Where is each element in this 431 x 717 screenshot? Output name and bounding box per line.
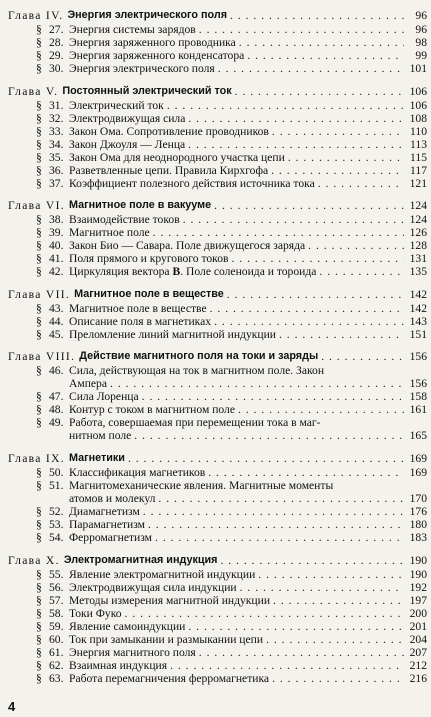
dot-leader — [214, 315, 404, 328]
page-ref: 106 — [409, 84, 427, 98]
section-entry[interactable] — [8, 620, 427, 633]
section-title: Магнитомеханические явления. Магнитные моменты — [69, 478, 334, 492]
section-entry[interactable] — [8, 518, 427, 531]
section-number: 29. — [49, 49, 64, 62]
page-ref: 183 — [409, 530, 427, 544]
page-ref: 121 — [409, 176, 427, 190]
chapter-label: Глава V. — [8, 84, 59, 98]
dot-leader — [235, 85, 404, 98]
page-ref: 180 — [409, 517, 427, 531]
dot-leader — [188, 138, 404, 151]
dot-leader — [143, 505, 404, 518]
dot-leader — [210, 302, 404, 315]
page-ref: 192 — [409, 580, 427, 594]
section-number: 28. — [49, 36, 64, 49]
page-ref: 124 — [409, 213, 427, 227]
page-ref: 108 — [409, 111, 427, 125]
section-number: 34. — [49, 137, 64, 151]
chapter-block — [8, 288, 427, 341]
section-entry[interactable] — [8, 315, 427, 328]
section-sign: § — [36, 530, 42, 544]
section-number: 46. — [49, 364, 64, 378]
section-number: 49. — [49, 416, 64, 430]
section-title: Энергия системы зарядов — [69, 23, 196, 36]
chapter-heading[interactable] — [8, 288, 427, 301]
section-number: 42. — [49, 265, 64, 279]
section-title: Взаимная индукция — [69, 658, 168, 672]
section-title: Методы измерения магнитной индукции — [69, 593, 271, 607]
chapter-block — [8, 554, 427, 685]
page-ref: 142 — [409, 287, 427, 301]
dot-leader — [214, 199, 404, 212]
section-entry[interactable] — [8, 581, 427, 594]
section-entry[interactable] — [8, 390, 427, 403]
section-number: 27. — [49, 23, 64, 36]
section-title-continuation: Ампера — [69, 377, 108, 391]
page-ref: 204 — [409, 632, 427, 646]
section-sign: § — [36, 606, 42, 620]
page-ref: 176 — [409, 504, 427, 518]
section-sign: § — [36, 49, 42, 62]
section-title: Закон Джоуля — Ленца — [69, 137, 186, 151]
section-sign: § — [36, 567, 42, 581]
section-sign: § — [36, 645, 42, 659]
chapter-heading[interactable] — [8, 199, 427, 212]
page-ref: 156 — [409, 350, 427, 364]
section-title: Контур с током в магнитном поле — [69, 403, 235, 417]
dot-leader — [231, 252, 404, 265]
section-title: Преломление линий магнитной индукции — [69, 327, 276, 341]
page-ref: 212 — [409, 658, 427, 672]
chapter-heading[interactable] — [8, 554, 427, 567]
section-sign: § — [36, 176, 42, 190]
section-title: Явление самоиндукции — [69, 619, 186, 633]
section-sign: § — [36, 124, 42, 138]
section-number: 32. — [49, 111, 64, 125]
section-entry[interactable] — [8, 177, 427, 190]
section-title: Работа перемагничения ферромагнетика — [69, 671, 270, 685]
dot-leader — [208, 466, 404, 479]
section-entry[interactable] — [8, 633, 427, 646]
section-title: Ток при замыкании и размыкании цепи — [69, 632, 264, 646]
section-sign: § — [36, 619, 42, 633]
section-title: Парамагнетизм — [69, 517, 145, 531]
dot-leader — [142, 390, 404, 403]
section-sign: § — [36, 390, 42, 404]
section-title: Энергия заряженного конденсатора — [69, 49, 245, 62]
section-sign: § — [36, 62, 42, 75]
section-entry[interactable] — [8, 36, 427, 49]
page-ref: 135 — [409, 265, 427, 279]
section-number: 55. — [49, 567, 64, 581]
chapter-title: Энергия электрического поля — [67, 9, 227, 21]
section-sign: § — [36, 593, 42, 607]
section-entry[interactable] — [8, 62, 427, 75]
section-number: 59. — [49, 619, 64, 633]
section-number: 35. — [49, 150, 64, 164]
section-sign: § — [36, 632, 42, 646]
section-title-continuation: атомов и молекул — [69, 491, 156, 505]
section-number: 40. — [49, 239, 64, 253]
page-ref: 190 — [409, 553, 427, 567]
section-sign: § — [36, 478, 42, 492]
section-title-continuation: нитном поле — [69, 429, 132, 443]
section-entry[interactable] — [8, 23, 427, 36]
vector-symbol: B — [172, 265, 181, 279]
table-of-contents — [8, 9, 427, 694]
section-title: Поля прямого и кругового токов — [69, 252, 229, 266]
dot-leader — [134, 429, 404, 442]
section-title: Взаимодействие токов — [69, 213, 180, 227]
section-sign: § — [36, 137, 42, 151]
dot-leader — [273, 594, 404, 607]
section-sign: § — [36, 671, 42, 685]
chapter-title: Действие магнитного поля на токи и заряды — [79, 350, 319, 363]
page-ref: 101 — [409, 62, 427, 75]
section-number: 41. — [49, 252, 64, 266]
page-ref: 170 — [409, 491, 427, 505]
section-sign: § — [36, 36, 42, 49]
section-sign: § — [36, 111, 42, 125]
section-entry[interactable] — [8, 659, 427, 672]
page-ref: 128 — [409, 239, 427, 253]
section-number: 36. — [49, 163, 64, 177]
section-sign: § — [36, 314, 42, 328]
chapter-heading[interactable] — [8, 85, 427, 98]
section-entry[interactable] — [8, 531, 427, 544]
section-entry[interactable] — [8, 164, 427, 177]
section-entry[interactable] — [8, 672, 427, 685]
section-title: Электродвижущая сила индукции — [69, 580, 237, 594]
section-entry[interactable] — [8, 226, 427, 239]
dot-leader — [110, 377, 404, 390]
page-ref: 165 — [409, 429, 427, 443]
chapter-title: Магнитное поле в вакууме — [68, 199, 212, 212]
chapter-heading[interactable] — [8, 9, 427, 22]
dot-leader — [266, 633, 404, 646]
section-sign: § — [36, 504, 42, 518]
section-entry[interactable] — [8, 328, 427, 341]
dot-leader — [321, 350, 404, 363]
page-number: 4 — [8, 699, 16, 714]
dot-leader — [199, 646, 404, 659]
page-ref: 131 — [409, 252, 427, 266]
section-title: Работа, совершаемая при перемещении тока в маг- — [69, 416, 321, 430]
page-ref: 106 — [409, 98, 427, 112]
section-sign: § — [36, 403, 42, 417]
section-title: Диамагнетизм — [69, 504, 140, 518]
chapter-label: Глава IX. — [8, 451, 65, 465]
section-sign: § — [36, 213, 42, 227]
dot-leader — [183, 213, 404, 226]
section-title: Сила Лоренца — [69, 390, 139, 404]
page-ref: 201 — [409, 619, 427, 633]
page-ref: 124 — [409, 199, 427, 213]
chapter-label: Глава VI. — [8, 199, 65, 213]
section-number: 45. — [49, 327, 64, 341]
dot-leader — [247, 49, 404, 62]
page-ref: 98 — [415, 36, 427, 49]
dot-leader — [288, 151, 404, 164]
page-ref: 156 — [409, 377, 427, 391]
dot-leader — [240, 581, 404, 594]
chapter-label: Глава VIII. — [8, 350, 76, 364]
section-title-rest: . Поле соленоида и тороида — [180, 265, 317, 279]
dot-leader — [227, 288, 404, 301]
section-sign: § — [36, 301, 42, 315]
section-entry[interactable] — [8, 607, 427, 620]
dot-leader — [272, 672, 404, 685]
section-sign: § — [36, 517, 42, 531]
chapter-label: Глава X. — [8, 553, 60, 567]
dot-leader — [188, 112, 404, 125]
section-title: Классификация магнетиков — [69, 465, 206, 479]
section-number: 31. — [49, 98, 64, 112]
section-number: 51. — [49, 478, 64, 492]
section-entry[interactable] — [8, 416, 427, 429]
section-title: Закон Био — Савара. Поле движущегося заряда — [69, 239, 306, 253]
section-title: Электродвижущая сила — [69, 111, 186, 125]
section-sign: § — [36, 226, 42, 240]
chapter-label: Глава VII. — [8, 287, 71, 301]
section-number: 63. — [49, 671, 64, 685]
section-sign: § — [36, 252, 42, 266]
section-sign: § — [36, 98, 42, 112]
section-title: Электрический ток — [69, 98, 164, 112]
dot-leader — [148, 518, 404, 531]
section-entry[interactable] — [8, 403, 427, 416]
section-sign: § — [36, 658, 42, 672]
section-entry[interactable] — [8, 302, 427, 315]
page-ref: 207 — [409, 645, 427, 659]
section-entry[interactable] — [8, 594, 427, 607]
dot-leader — [167, 99, 404, 112]
dot-leader — [199, 23, 404, 36]
section-number: 52. — [49, 504, 64, 518]
dot-leader — [230, 9, 404, 22]
section-entry-continuation — [8, 492, 427, 505]
section-sign: § — [36, 327, 42, 341]
section-entry[interactable] — [8, 138, 427, 151]
dot-leader — [158, 492, 404, 505]
dot-leader — [128, 452, 404, 465]
section-number: 60. — [49, 632, 64, 646]
section-entry-continuation — [8, 377, 427, 390]
section-number: 61. — [49, 645, 64, 659]
chapter-block — [8, 9, 427, 75]
dot-leader — [220, 554, 404, 567]
section-sign: § — [36, 580, 42, 594]
page-ref: 169 — [409, 465, 427, 479]
section-title: Энергия магнитного поля — [69, 645, 196, 659]
section-title: Коэффициент полезного действия источника тока — [69, 176, 315, 190]
section-title: Разветвленные цепи. Правила Кирхгофа — [69, 163, 269, 177]
page-ref: 190 — [409, 567, 427, 581]
page-ref: 126 — [409, 226, 427, 240]
page-ref: 96 — [415, 23, 427, 36]
section-sign: § — [36, 265, 42, 279]
section-number: 50. — [49, 465, 64, 479]
page-ref: 216 — [409, 671, 427, 685]
section-number: 47. — [49, 390, 64, 404]
dot-leader — [318, 177, 404, 190]
section-title: Энергия заряженного проводника — [69, 36, 236, 49]
section-entry[interactable] — [8, 213, 427, 226]
section-title: Явление электромагнитной индукции — [69, 567, 256, 581]
dot-leader — [170, 659, 404, 672]
page-ref: 161 — [409, 403, 427, 417]
section-entry[interactable] — [8, 252, 427, 265]
section-number: 38. — [49, 213, 64, 227]
page-ref: 115 — [410, 150, 427, 164]
section-entry[interactable] — [8, 265, 427, 278]
page-ref: 197 — [409, 593, 427, 607]
section-title: Ферромагнетизм — [69, 530, 153, 544]
section-number: 39. — [49, 226, 64, 240]
section-sign: § — [36, 23, 42, 36]
section-entry-continuation — [8, 429, 427, 442]
page-ref: 158 — [409, 390, 427, 404]
section-entry[interactable] — [8, 364, 427, 377]
section-title: Закон Ома. Сопротивление проводников — [69, 124, 269, 138]
section-title: Магнитное поле — [69, 226, 150, 240]
dot-leader — [258, 568, 404, 581]
dot-leader — [238, 403, 404, 416]
section-number: 54. — [49, 530, 64, 544]
dot-leader — [308, 239, 404, 252]
section-entry[interactable] — [8, 568, 427, 581]
section-entry[interactable] — [8, 99, 427, 112]
section-sign: § — [36, 150, 42, 164]
section-number: 58. — [49, 606, 64, 620]
page-ref: 113 — [410, 137, 427, 151]
section-number: 33. — [49, 124, 64, 138]
dot-leader — [218, 62, 404, 75]
chapter-block — [8, 85, 427, 190]
chapter-label: Глава IV. — [8, 9, 64, 22]
section-number: 30. — [49, 62, 64, 75]
page-ref: 151 — [409, 327, 427, 341]
dot-leader — [319, 265, 404, 278]
dot-leader — [155, 531, 404, 544]
section-title: Магнитное поле в веществе — [69, 301, 207, 315]
section-number: 62. — [49, 658, 64, 672]
section-title: Описание поля в магнетиках — [69, 314, 212, 328]
chapter-title: Электромагнитная индукция — [63, 553, 218, 566]
section-title: Токи Фуко — [69, 606, 122, 620]
chapter-title: Магнетики — [68, 451, 125, 464]
section-number: 57. — [49, 593, 64, 607]
page-ref: 117 — [410, 163, 427, 177]
chapter-heading[interactable] — [8, 452, 427, 465]
dot-leader — [153, 226, 404, 239]
section-number: 48. — [49, 403, 64, 417]
section-sign: § — [36, 416, 42, 430]
section-sign: § — [36, 239, 42, 253]
section-number: 53. — [49, 517, 64, 531]
page-ref: 142 — [409, 301, 427, 315]
dot-leader — [279, 328, 404, 341]
page-ref: 110 — [410, 124, 427, 138]
section-entry[interactable] — [8, 646, 427, 659]
dot-leader — [188, 620, 404, 633]
section-entry[interactable] — [8, 112, 427, 125]
chapter-block — [8, 452, 427, 544]
page-ref: 96 — [415, 9, 427, 22]
chapter-heading[interactable] — [8, 350, 427, 363]
dot-leader — [239, 36, 404, 49]
section-title: Энергия электрического поля — [69, 62, 215, 75]
page-ref: 143 — [409, 314, 427, 328]
section-entry[interactable] — [8, 479, 427, 492]
section-number: 37. — [49, 176, 64, 190]
section-sign: § — [36, 465, 42, 479]
section-title-text: Циркуляция вектора — [69, 265, 170, 279]
chapter-title: Постоянный электрический ток — [62, 84, 232, 97]
section-entry[interactable] — [8, 466, 427, 479]
section-entry[interactable] — [8, 125, 427, 138]
chapter-title: Магнитное поле в веществе — [74, 287, 224, 300]
page-ref: 169 — [409, 451, 427, 465]
section-title — [69, 265, 316, 278]
section-number: 43. — [49, 301, 64, 315]
section-title: Сила, действующая на ток в магнитном поле. Закон — [69, 364, 325, 378]
dot-leader — [271, 164, 404, 177]
section-sign: § — [36, 364, 42, 378]
dot-leader — [272, 125, 404, 138]
chapter-block — [8, 199, 427, 278]
page-ref: 200 — [409, 606, 427, 620]
dot-leader — [125, 607, 404, 620]
section-entry[interactable] — [8, 505, 427, 518]
section-title: Закон Ома для неоднородного участка цепи — [69, 150, 285, 164]
page-ref: 99 — [415, 49, 427, 62]
section-entry[interactable] — [8, 151, 427, 164]
section-entry[interactable] — [8, 239, 427, 252]
section-entry[interactable] — [8, 49, 427, 62]
section-sign: § — [36, 163, 42, 177]
chapter-block — [8, 350, 427, 442]
section-number: 56. — [49, 580, 64, 594]
section-number: 44. — [49, 314, 64, 328]
